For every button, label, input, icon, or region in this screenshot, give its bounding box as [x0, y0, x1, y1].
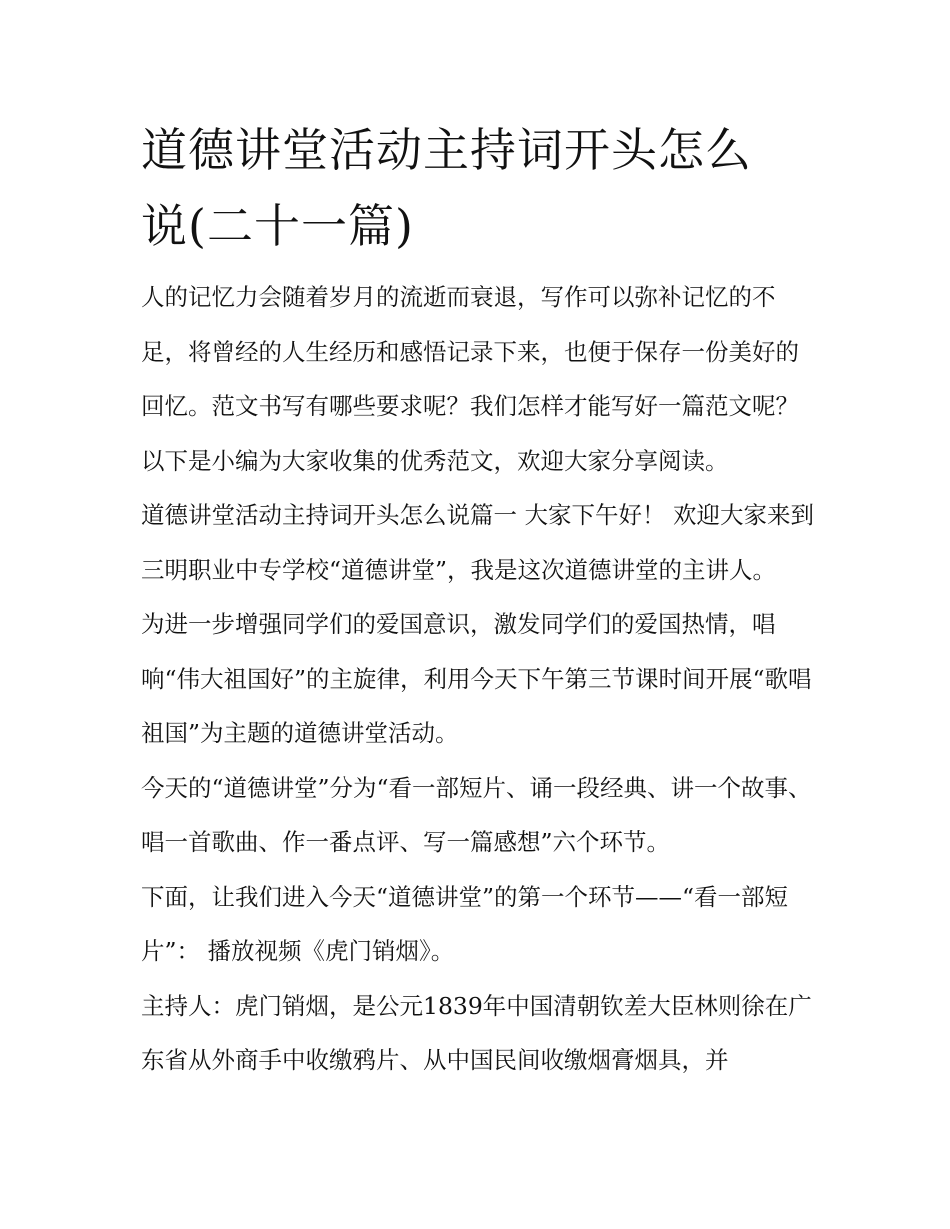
document-body	[141, 112, 821, 1088]
document-title	[141, 112, 821, 264]
paragraph-sections: 今天的“道德讲堂”分为“看一部短片、诵一段经典、讲一个故事、唱一首歌曲、作一番点评、写一篇感想”六个环节。	[141, 773, 812, 856]
paragraph-intro: 人的记忆力会随着岁月的流逝而衰退，写作可以弥补记忆的不足，将曾经的人生经历和感悟记录下来，也便于保存一份美好的回忆。范文书写有哪些要求呢？我们怎样才能写好一篇范文呢？以下是小编为大家收集的优秀范文，欢迎大家分享阅读。	[141, 283, 799, 475]
paragraph-purpose: 为进一步增强同学们的爱国意识，激发同学们的爱国热情，唱响“伟大祖国好”的主旋律，利用今天下午第三节课时间开展“歌唱祖国”为主题的道德讲堂活动。	[141, 610, 812, 747]
title-line-2: 说(二十一篇)	[141, 199, 414, 253]
paragraph-first-section: 下面，让我们进入今天“道德讲堂”的第一个环节——“看一部短片”： 播放视频《虎门销烟》。	[141, 882, 789, 965]
title-line-1: 道德讲堂活动主持词开头怎么	[141, 123, 752, 177]
paragraph-host: 主持人：虎门销烟，是公元1839年中国清朝钦差大臣林则徐在广东省从外商手中收缴鸦片、从中国民间收缴烟膏烟具，并	[141, 991, 812, 1074]
paragraph-greeting: 道德讲堂活动主持词开头怎么说篇一 大家下午好！ 欢迎大家来到三明职业中专学校“道德讲堂”，我是这次道德讲堂的主讲人。	[141, 501, 814, 584]
